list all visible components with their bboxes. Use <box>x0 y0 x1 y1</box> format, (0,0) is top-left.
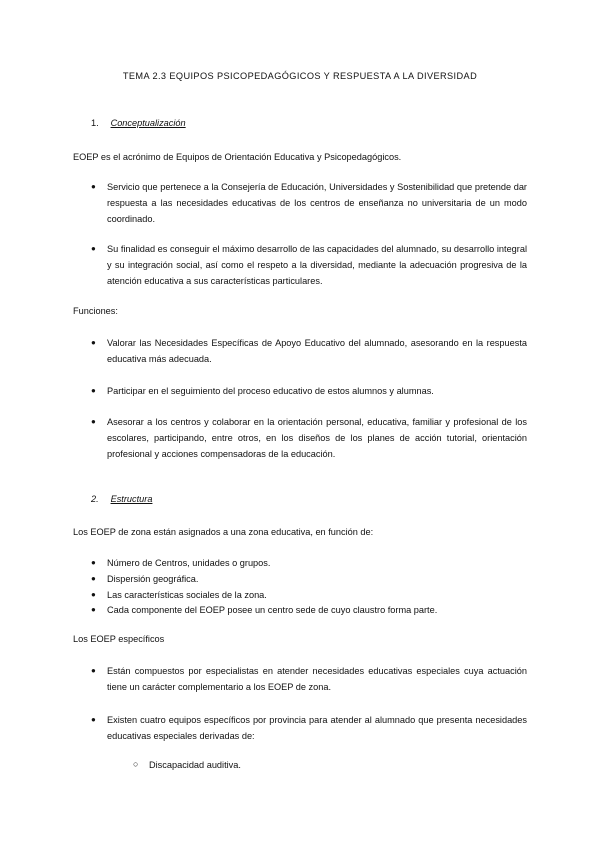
bullet-text: Valorar las Necesidades Específicas de Apoyo Educativo del alumnado, asesorando en la respuesta educativa más adecuada. <box>107 338 527 364</box>
bullet-text: Existen cuatro equipos específicos por provincia para atender al alumnado que presenta necesidades educativas especiales derivadas de: <box>107 715 527 741</box>
bullet-icon: ● <box>91 605 96 614</box>
bullet-icon: ● <box>91 558 96 567</box>
bullet-icon: ● <box>91 338 96 347</box>
list-item-text: Número de Centros, unidades o grupos. <box>107 558 271 568</box>
list-item-text: Cada componente del EOEP posee un centro sede de cuyo claustro forma parte. <box>107 605 438 615</box>
functions-label: Funciones: <box>73 306 118 316</box>
section-heading-text: Conceptualización <box>110 118 186 128</box>
bullet-icon: ● <box>91 417 96 426</box>
bullet-icon: ● <box>91 244 96 253</box>
document-title: TEMA 2.3 EQUIPOS PSICOPEDAGÓGICOS Y RESPUESTA A LA DIVERSIDAD <box>122 71 478 81</box>
bullet-icon: ● <box>91 590 96 599</box>
paragraph-eoep-definition: EOEP es el acrónimo de Equipos de Orientación Educativa y Psicopedagógicos. <box>73 152 402 162</box>
section-number: 2. <box>91 494 99 504</box>
bullet-text: Asesorar a los centros y colaborar en la orientación personal, educativa, familiar y profesional de los escolares, participando, entre otros, en los diseños de los planes de acción tutorial, orientación profesional y acciones compensadoras de la educación. <box>107 417 527 459</box>
specific-label: Los EOEP específicos <box>73 634 165 644</box>
bullet-icon: ● <box>91 386 96 395</box>
section-heading-conceptualizacion <box>91 118 186 128</box>
paragraph-eoep-zona: Los EOEP de zona están asignados a una zona educativa, en función de: <box>73 527 374 537</box>
bullet-text: Su finalidad es conseguir el máximo desarrollo de las capacidades del alumnado, su desarrollo integral y su integración social, así como el respeto a la diversidad, mediante la adecuación progresiva de la atención educativa a sus características particulares. <box>107 244 527 286</box>
section-number: 1. <box>91 118 99 128</box>
list-item-text: Dispersión geográfica. <box>107 574 199 584</box>
bullet-icon: ● <box>91 666 96 675</box>
bullet-text: Están compuestos por especialistas en atender necesidades educativas especiales cuya actuación tiene un carácter complementario a los EOEP de zona. <box>107 666 527 692</box>
bullet-text: Servicio que pertenece a la Consejería de Educación, Universidades y Sostenibilidad que pretende dar respuesta a las necesidades educativas de los centros de enseñanza no universitaria de un modo coordinado. <box>107 182 527 224</box>
bullet-icon: ● <box>91 182 96 191</box>
bullet-icon: ● <box>91 715 96 724</box>
bullet-text: Participar en el seguimiento del proceso educativo de estos alumnos y alumnas. <box>107 386 434 396</box>
section-heading-text: Estructura <box>110 494 153 504</box>
bullet-icon: ● <box>91 574 96 583</box>
list-item-text: Las características sociales de la zona. <box>107 590 267 600</box>
sub-list-item-text: Discapacidad auditiva. <box>149 760 241 770</box>
circle-bullet-icon: ○ <box>133 759 139 769</box>
section-heading-estructura <box>91 494 152 504</box>
